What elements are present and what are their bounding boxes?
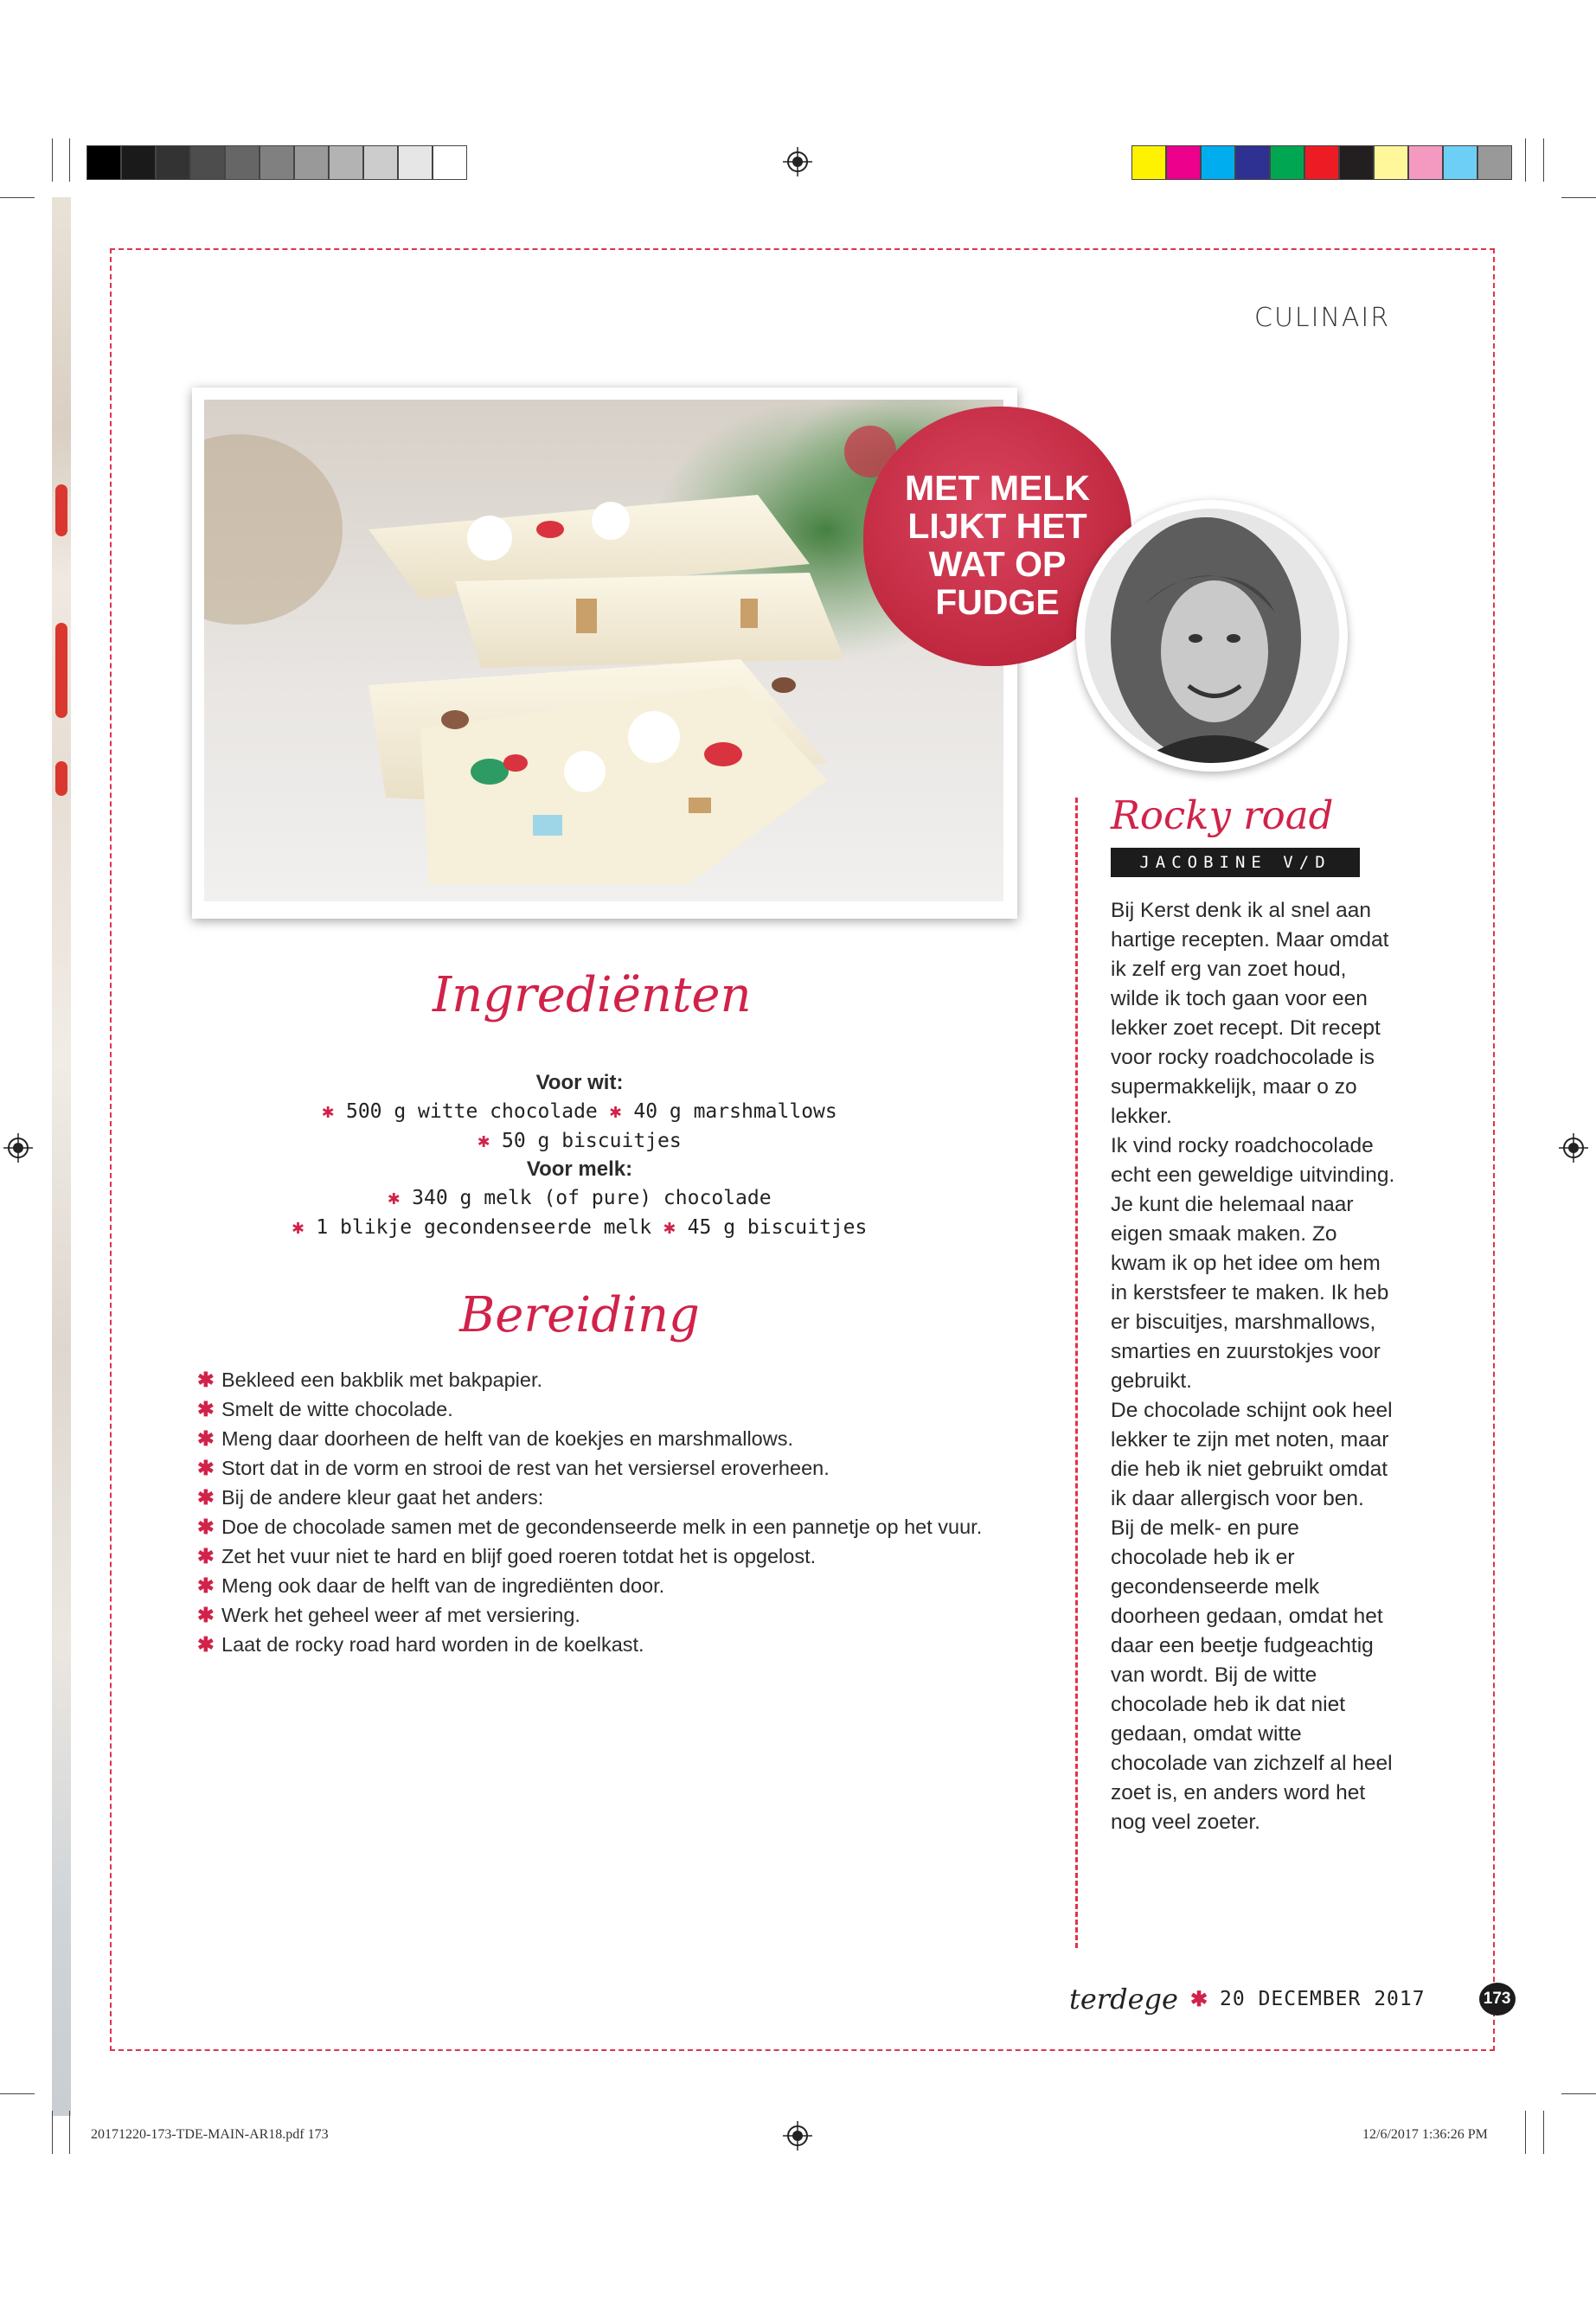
- quote-line: MET MELK: [904, 468, 1091, 508]
- crop-mark: [52, 138, 53, 182]
- preparation-step: [197, 1512, 993, 1541]
- calibration-swatch: [1235, 145, 1270, 180]
- calibration-swatch: [260, 145, 294, 180]
- ingredients-heading: Ingrediënten: [433, 967, 752, 1023]
- sidebar-body: [1111, 896, 1396, 1837]
- asterisk-icon: ✱: [197, 1516, 215, 1538]
- author-byline: JACOBINE V/D BOS: [1111, 848, 1360, 877]
- calibration-swatch: [1443, 145, 1477, 180]
- ingredients-milk-label: Voor melk:: [526, 1157, 633, 1181]
- ingredient-line: [199, 1097, 960, 1126]
- magazine-brand: terdege: [1069, 1983, 1178, 2016]
- crop-mark: [1543, 138, 1544, 182]
- quote-line: LIJKT HET: [907, 506, 1087, 546]
- asterisk-icon: ✱: [1189, 1987, 1208, 2011]
- crop-mark: [0, 197, 35, 198]
- bleed-decoration: [55, 761, 67, 796]
- crop-mark: [1525, 138, 1526, 182]
- registration-mark-icon: [783, 2121, 812, 2150]
- asterisk-icon: ✱: [322, 1100, 335, 1123]
- calibration-swatch: [190, 145, 225, 180]
- calibration-swatch: [1201, 145, 1235, 180]
- sidebar-paragraph: Bij Kerst denk ik al snel aan hartige recepten. Maar omdat ik zelf erg van zoet houd, wilde ik toch gaan voor een lekker zoet recept. Dit recept voor rocky roadchocolade is supermakkelijk, maar o zo lekker.: [1111, 899, 1389, 1128]
- calibration-swatch: [363, 145, 398, 180]
- ingredient-item: 45 g biscuitjes: [687, 1216, 868, 1239]
- crop-mark: [52, 2111, 53, 2154]
- crop-mark: [1561, 197, 1596, 198]
- sidebar-paragraph: Ik vind rocky roadchocolade echt een geweldige uitvinding. Je kunt die helemaal naar eigen smaak maken. Zo kwam ik op het idee om hem in kerstsfeer te maken. Ik heb er biscuitjes, marshmallows, smarties en zuurstokjes voor gebruikt.: [1111, 1134, 1395, 1393]
- registration-mark-icon: [1559, 1133, 1588, 1163]
- asterisk-icon: ✱: [197, 1368, 215, 1391]
- page-footer: [1069, 1982, 1516, 2016]
- preparation-step-text: Meng ook daar de helft van de ingrediënten door.: [221, 1574, 665, 1597]
- preparation-step-text: Doe de chocolade samen met de gecondenseerde melk in een pannetje op het vuur.: [221, 1516, 983, 1538]
- ingredient-line: [199, 1126, 960, 1156]
- asterisk-icon: ✱: [197, 1574, 215, 1597]
- sidebar-paragraph: De chocolade schijnt ook heel lekker te zijn met noten, maar die heb ik niet gebruikt omdat ik daar allergisch voor ben.: [1111, 1399, 1393, 1510]
- preparation-heading: Bereiding: [459, 1287, 700, 1343]
- preparation-step-text: Werk het geheel weer af met versiering.: [221, 1604, 580, 1626]
- preparation-step: [197, 1424, 993, 1453]
- sidebar-paragraph: Bij de melk- en pure chocolade heb ik er gecondenseerde melk doorheen gedaan, omdat het daar een beetje fudgeachtig van wordt. Bij de witte chocolade heb ik dat niet gedaan, omdat witte chocolade van zichzelf al heel zoet is, en anders word het nog veel zoeter.: [1111, 1516, 1393, 1834]
- bleed-decoration: [55, 623, 67, 718]
- ingredients-list: [199, 1069, 960, 1242]
- asterisk-icon: ✱: [292, 1216, 304, 1239]
- crop-mark: [0, 2093, 35, 2094]
- calibration-swatch: [1131, 145, 1166, 180]
- preparation-step-text: Zet het vuur niet te hard en blijf goed roeren totdat het is opgelost.: [221, 1545, 817, 1567]
- asterisk-icon: ✱: [197, 1604, 215, 1626]
- preparation-step-text: Meng daar doorheen de helft van de koekjes en marshmallows.: [221, 1427, 793, 1450]
- calibration-swatch: [294, 145, 329, 180]
- calibration-swatch: [87, 145, 121, 180]
- asterisk-icon: ✱: [197, 1398, 215, 1420]
- preparation-steps: [197, 1365, 993, 1659]
- preparation-step: [197, 1630, 993, 1659]
- ingredient-item: 500 g witte chocolade: [345, 1100, 598, 1123]
- crop-mark: [1561, 2093, 1596, 2094]
- crop-mark: [1525, 2111, 1526, 2154]
- sidebar-title: Rocky road: [1111, 792, 1334, 838]
- calibration-swatch: [1270, 145, 1304, 180]
- calibration-swatch: [121, 145, 156, 180]
- asterisk-icon: ✱: [197, 1633, 215, 1656]
- author-portrait-frame: [1076, 500, 1348, 772]
- ingredient-line: [199, 1183, 960, 1213]
- quote-line: WAT OP: [928, 544, 1067, 584]
- calibration-swatch: [329, 145, 363, 180]
- calibration-swatch: [156, 145, 190, 180]
- calibration-swatch: [225, 145, 260, 180]
- calibration-swatch: [433, 145, 467, 180]
- preparation-step: [197, 1541, 993, 1571]
- ingredients-white-label: Voor wit:: [535, 1071, 624, 1094]
- quote-line: FUDGE: [935, 582, 1060, 622]
- page-number: 173: [1479, 1983, 1516, 2016]
- ingredient-item: 40 g marshmallows: [633, 1100, 837, 1123]
- crop-mark: [1543, 2111, 1544, 2154]
- registration-mark-icon: [3, 1133, 33, 1163]
- section-label: CULINAIR: [1254, 303, 1391, 333]
- registration-mark-icon: [783, 147, 812, 176]
- ingredient-item: 50 g biscuitjes: [502, 1130, 682, 1152]
- calibration-swatch: [1374, 145, 1408, 180]
- preparation-step: [197, 1453, 993, 1483]
- calibration-swatch: [1339, 145, 1374, 180]
- calibration-swatch: [1477, 145, 1512, 180]
- asterisk-icon: ✱: [197, 1457, 215, 1479]
- bleed-decoration: [55, 484, 67, 536]
- preparation-step-text: Smelt de witte chocolade.: [221, 1398, 453, 1420]
- calibration-swatch: [1166, 145, 1201, 180]
- asterisk-icon: ✱: [478, 1130, 490, 1152]
- calibration-swatch: [1304, 145, 1339, 180]
- crop-mark: [69, 2111, 70, 2154]
- preparation-step: [197, 1394, 993, 1424]
- preparation-step: [197, 1571, 993, 1600]
- preparation-step-text: Stort dat in de vorm en strooi de rest van het versiersel eroverheen.: [221, 1457, 830, 1479]
- asterisk-icon: ✱: [197, 1545, 215, 1567]
- preparation-step: [197, 1365, 993, 1394]
- sidebar-divider: [1075, 798, 1078, 1948]
- asterisk-icon: ✱: [388, 1187, 401, 1209]
- calibration-swatch: [398, 145, 433, 180]
- ingredient-item: 340 g melk (of pure) chocolade: [412, 1187, 772, 1209]
- ingredient-item: 1 blikje gecondenseerde melk: [316, 1216, 652, 1239]
- asterisk-icon: ✱: [663, 1216, 676, 1239]
- preparation-step: [197, 1600, 993, 1630]
- issue-date: 20 DECEMBER 2017: [1220, 1988, 1426, 2010]
- asterisk-icon: ✱: [609, 1100, 622, 1123]
- calibration-swatch: [1408, 145, 1443, 180]
- print-slug-file: 20171220-173-TDE-MAIN-AR18.pdf 173: [91, 2127, 329, 2142]
- preparation-step-text: Bekleed een bakblik met bakpapier.: [221, 1368, 543, 1391]
- author-portrait: [1085, 509, 1339, 763]
- preparation-step-text: Laat de rocky road hard worden in de koelkast.: [221, 1633, 644, 1656]
- ingredient-line: [199, 1213, 960, 1242]
- print-slug-timestamp: 12/6/2017 1:36:26 PM: [1362, 2127, 1488, 2142]
- preparation-step-text: Bij de andere kleur gaat het anders:: [221, 1486, 544, 1509]
- preparation-step: [197, 1483, 993, 1512]
- asterisk-icon: ✱: [197, 1427, 215, 1450]
- crop-mark: [69, 138, 70, 182]
- asterisk-icon: ✱: [197, 1486, 215, 1509]
